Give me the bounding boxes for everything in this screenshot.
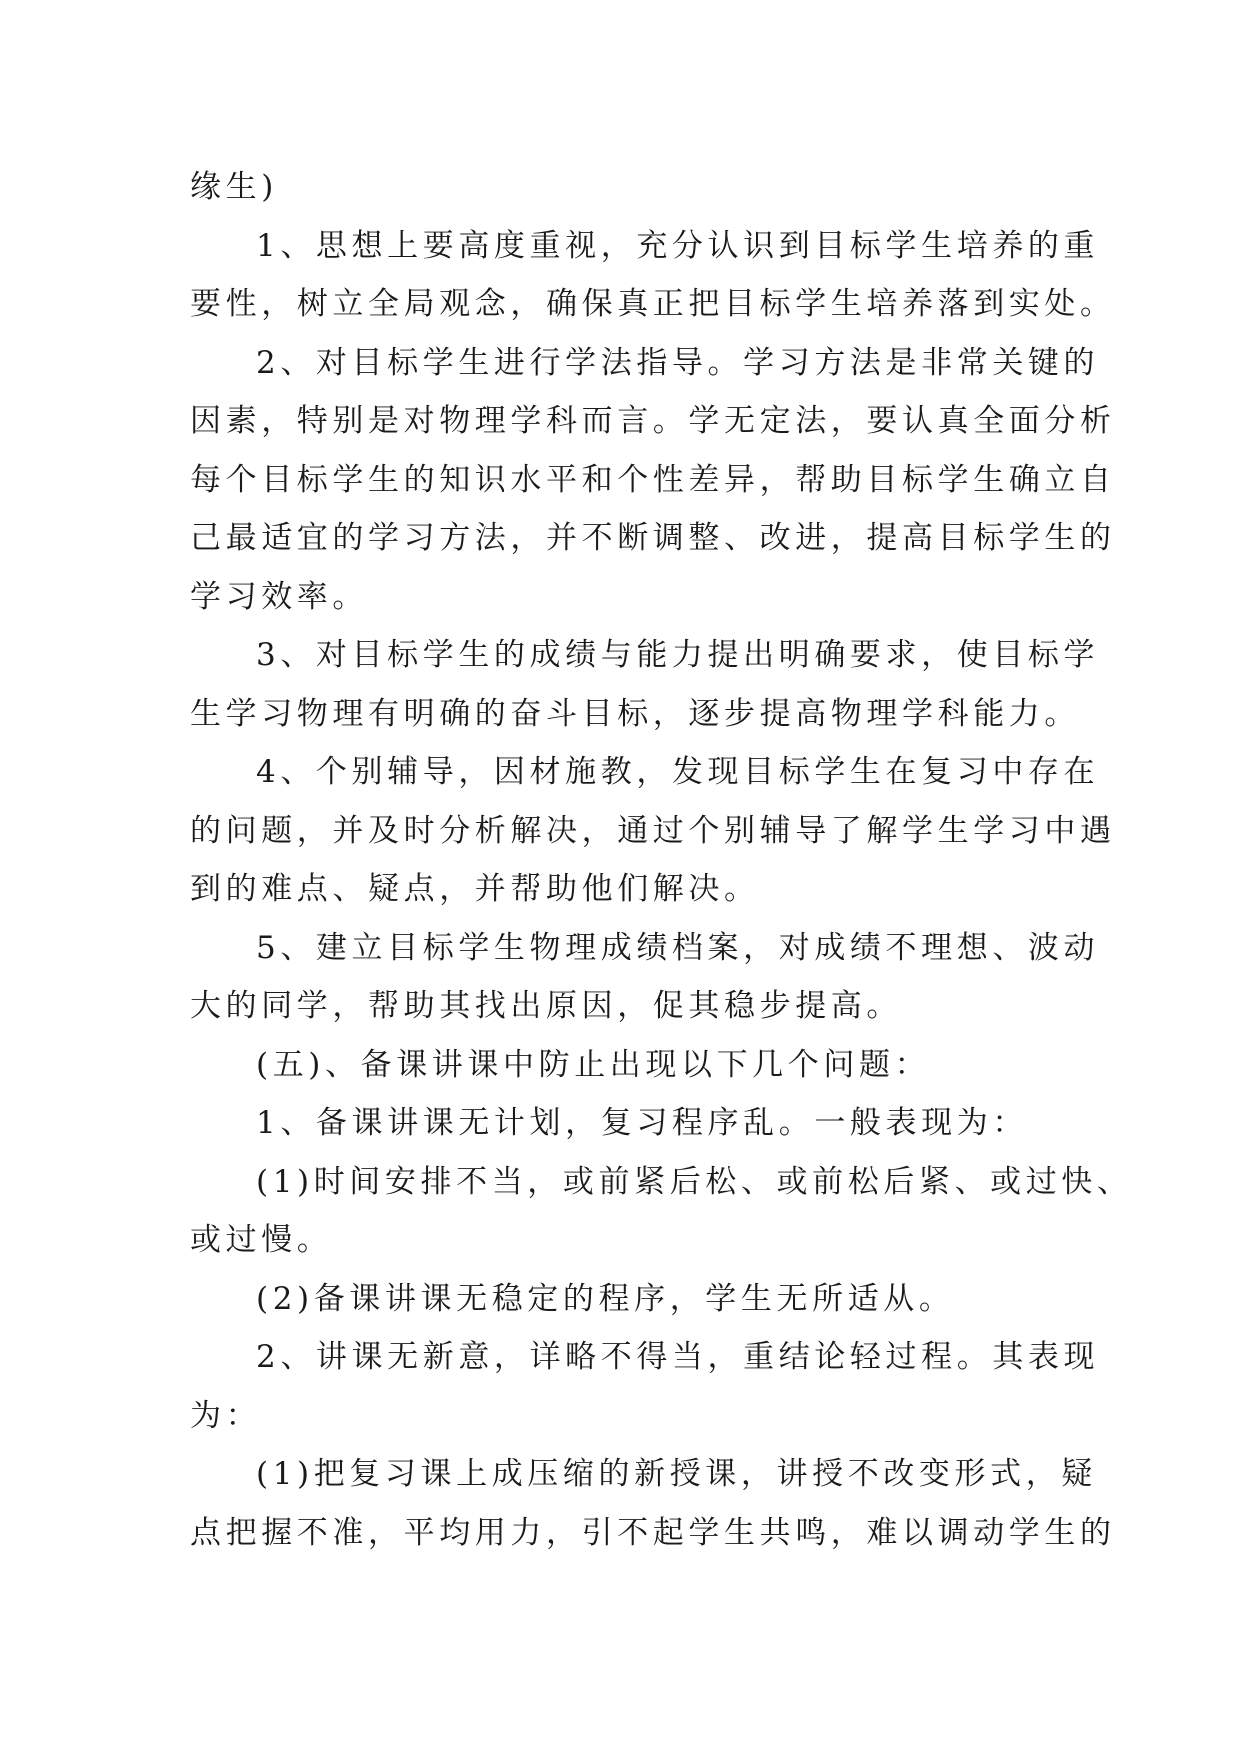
text-line: 1、备课讲课无计划，复习程序乱。一般表现为： — [256, 1105, 1028, 1141]
text-line: (2)备课讲课无稳定的程序，学生无所适从。 — [256, 1280, 955, 1317]
document-body — [190, 158, 1133, 1562]
text-line: 2、对目标学生进行学法指导。学习方法是非常关键的 — [256, 344, 1100, 381]
text-line: 大的同学，帮助其找出原因，促其稳步提高。 — [190, 988, 902, 1024]
text-line: 或过慢。 — [190, 1222, 333, 1258]
text-line: 3、对目标学生的成绩与能力提出明确要求，使目标学 — [256, 637, 1100, 673]
text-line: 到的难点、疑点，并帮助他们解决。 — [190, 871, 760, 907]
text-line: 己最适宜的学习方法，并不断调整、改进，提高目标学生的 — [190, 520, 1116, 556]
text-line: 每个目标学生的知识水平和个性差异，帮助目标学生确立自 — [190, 461, 1116, 498]
text-line: 4、个别辅导，因材施教，发现目标学生在复习中存在 — [256, 754, 1100, 790]
text-line: 因素，特别是对物理学科而言。学无定法，要认真全面分析 — [190, 403, 1116, 439]
text-line: 2、讲课无新意，详略不得当，重结论轻过程。其表现 — [256, 1339, 1100, 1375]
text-line: 1、思想上要高度重视，充分认识到目标学生培养的重 — [256, 227, 1100, 264]
text-line: 点把握不准，平均用力，引不起学生共鸣，难以调动学生的 — [190, 1514, 1116, 1551]
text-line: 为： — [190, 1397, 262, 1434]
text-line: 要性，树立全局观念，确保真正把目标学生培养落到实处。 — [190, 286, 1116, 322]
text-line: 5、建立目标学生物理成绩档案，对成绩不理想、波动 — [256, 929, 1100, 966]
text-line: (1)把复习课上成压缩的新授课，讲授不改变形式，疑 — [256, 1456, 1097, 1492]
text-line: 生学习物理有明确的奋斗目标，逐步提高物理学科能力。 — [190, 695, 1080, 732]
text-line: (1)时间安排不当，或前紧后松、或前松后紧、或过快、 — [256, 1163, 1133, 1200]
text-line: 的问题，并及时分析解决，通过个别辅导了解学生学习中遇 — [190, 812, 1116, 849]
text-line: 缘生) — [190, 169, 278, 205]
text-line: (五)、备课讲课中防止出现以下几个问题： — [256, 1046, 931, 1083]
text-line: 学习效率。 — [190, 578, 368, 615]
